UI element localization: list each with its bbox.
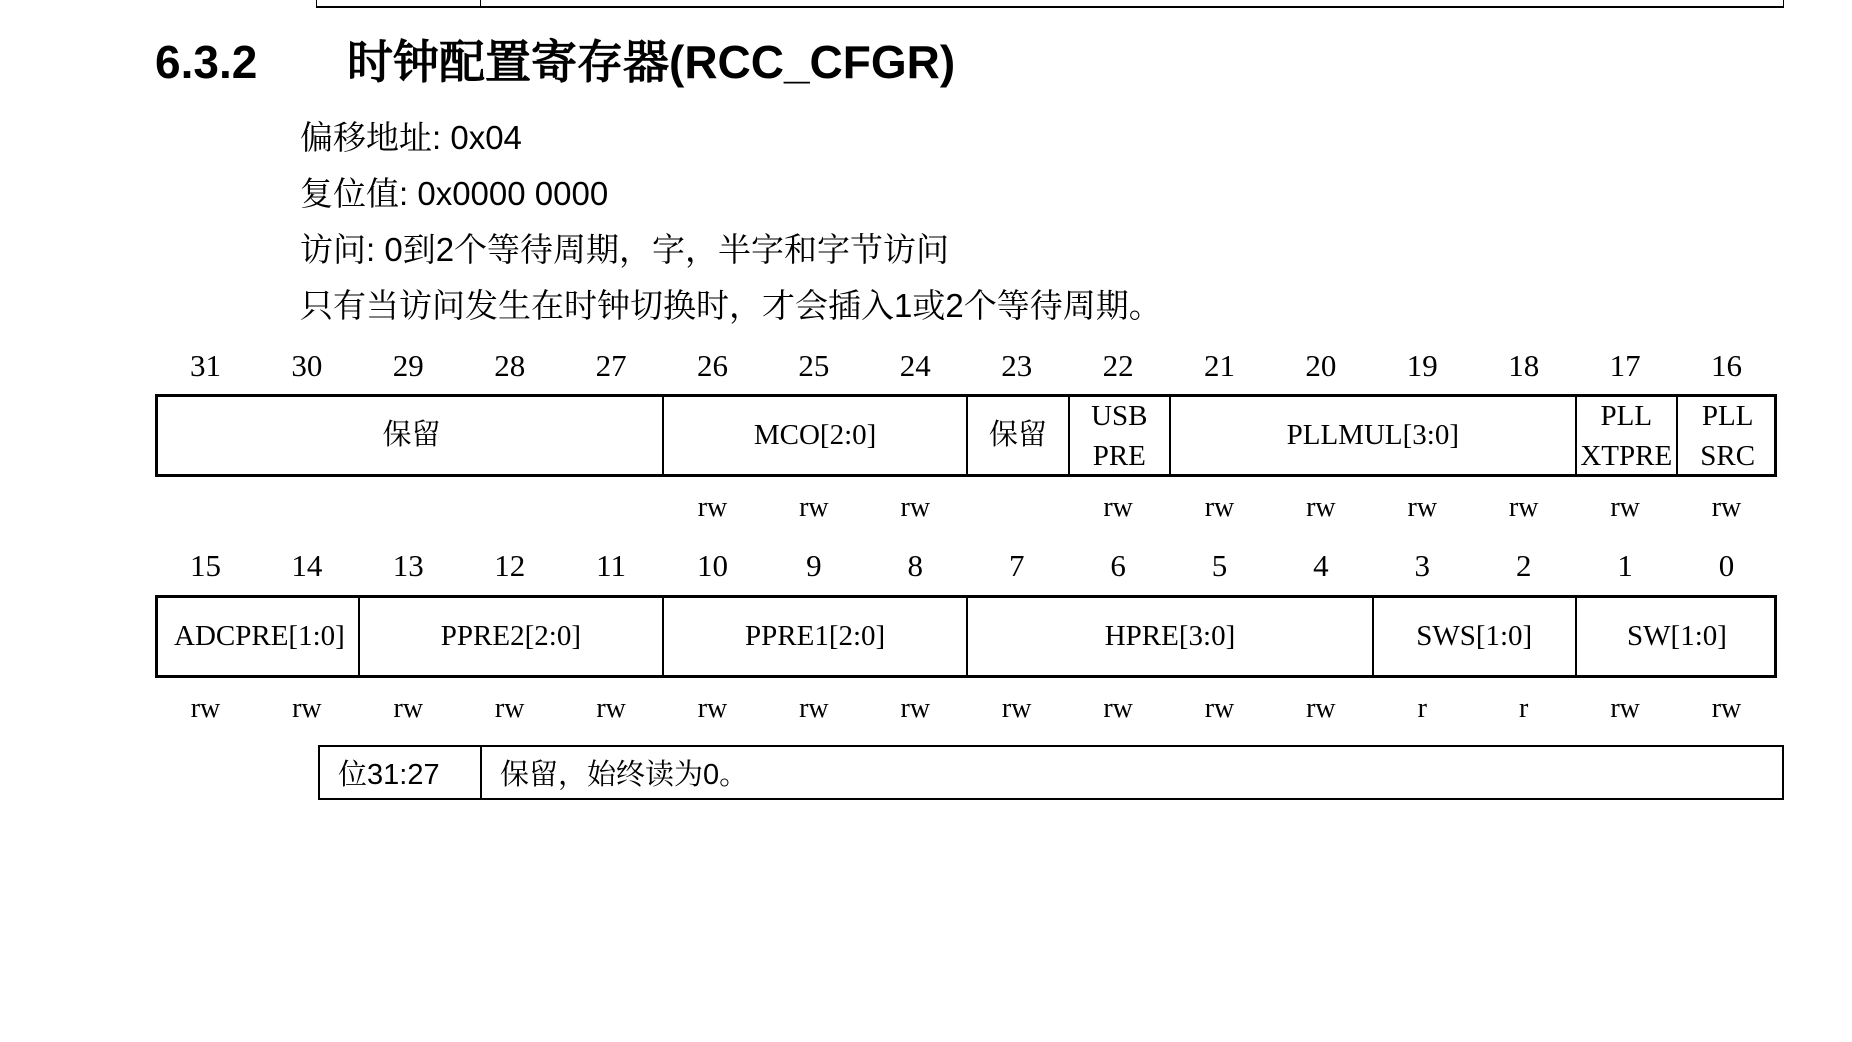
access-type: rw bbox=[799, 492, 829, 523]
access-type: rw bbox=[1306, 693, 1336, 724]
section-title: 时钟配置寄存器(RCC_CFGR) bbox=[347, 36, 956, 88]
access-type: rw bbox=[1204, 693, 1235, 724]
field-label: ADCPRE[1:0] bbox=[174, 620, 345, 653]
lower-register-row bbox=[155, 595, 1777, 678]
access-type: rw bbox=[393, 693, 424, 724]
access-type: rw bbox=[596, 693, 626, 724]
bit-number: 0 bbox=[1718, 548, 1735, 583]
access-type: rw bbox=[799, 693, 829, 724]
access-type: rw bbox=[1711, 693, 1742, 724]
bit-range-cell: 位31:27 bbox=[320, 747, 482, 798]
field-label: PPRE1[2:0] bbox=[745, 620, 886, 653]
field-label: HPRE[3:0] bbox=[1104, 620, 1236, 653]
bit-number: 22 bbox=[1102, 348, 1134, 383]
access-type: rw bbox=[1103, 693, 1133, 724]
access-type: rw bbox=[1204, 492, 1235, 523]
bit-number: 9 bbox=[806, 548, 822, 583]
bit-number: 20 bbox=[1305, 348, 1337, 383]
field-label: PPRE2[2:0] bbox=[440, 620, 581, 653]
bit-number: 10 bbox=[697, 548, 728, 583]
bit-number: 28 bbox=[494, 348, 526, 383]
bit-number: 6 bbox=[1110, 548, 1126, 583]
access-description: 访问: 0到2个等待周期，字，半字和字节访问 bbox=[300, 231, 950, 268]
access-type: rw bbox=[292, 693, 322, 724]
bit-number: 3 bbox=[1414, 548, 1431, 583]
bit-number: 30 bbox=[291, 348, 323, 383]
register-field bbox=[1575, 397, 1676, 474]
bit-number: 17 bbox=[1609, 348, 1641, 383]
access-type: rw bbox=[900, 492, 931, 523]
bit-number: 4 bbox=[1313, 548, 1329, 583]
bit-number: 19 bbox=[1406, 348, 1438, 383]
access-type: r bbox=[1417, 693, 1427, 724]
bit-number: 8 bbox=[907, 548, 924, 583]
register-field bbox=[966, 598, 1372, 675]
access-type: rw bbox=[190, 693, 221, 724]
access-type: rw bbox=[697, 492, 728, 523]
bit-number: 31 bbox=[190, 348, 221, 383]
field-label: MCO[2:0] bbox=[753, 419, 877, 452]
bit-number: 1 bbox=[1617, 548, 1633, 583]
field-label: SRC bbox=[1700, 439, 1756, 472]
bit-number: 14 bbox=[291, 548, 323, 583]
bit-number: 21 bbox=[1204, 348, 1235, 383]
register-field bbox=[662, 598, 966, 675]
field-label: SWS[1:0] bbox=[1416, 620, 1533, 653]
field-label: SW[1:0] bbox=[1627, 620, 1727, 653]
bit-number: 23 bbox=[1001, 348, 1033, 383]
bit-description-cell: 保留，始终读为0。 bbox=[500, 759, 749, 791]
access-type: rw bbox=[1508, 492, 1539, 523]
field-label: 保留 bbox=[382, 419, 441, 452]
bit-number: 29 bbox=[392, 348, 424, 383]
bit-number: 24 bbox=[899, 348, 931, 383]
access-type: rw bbox=[900, 693, 931, 724]
register-field bbox=[1068, 397, 1169, 474]
register-field bbox=[1575, 598, 1778, 675]
bit-number: 5 bbox=[1211, 548, 1228, 583]
bit-number: 27 bbox=[595, 348, 627, 383]
bit-number: 12 bbox=[494, 548, 526, 583]
register-field bbox=[158, 598, 361, 675]
wait-state-note: 只有当访问发生在时钟切换时，才会插入1或2个等待周期。 bbox=[300, 287, 1162, 324]
field-label: PLL bbox=[1600, 399, 1653, 432]
register-field bbox=[662, 397, 966, 474]
field-label: PLLMUL[3:0] bbox=[1286, 419, 1459, 452]
access-type: rw bbox=[1610, 693, 1640, 724]
upper-register-row bbox=[155, 394, 1777, 477]
bit-number: 16 bbox=[1711, 348, 1742, 383]
access-type: rw bbox=[1610, 492, 1640, 523]
bit-number: 18 bbox=[1508, 348, 1540, 383]
access-type: rw bbox=[494, 693, 525, 724]
register-field bbox=[158, 397, 665, 474]
bit-number: 2 bbox=[1515, 548, 1532, 583]
section-number: 6.3.2 bbox=[155, 36, 258, 88]
bit-number: 11 bbox=[596, 548, 627, 583]
previous-table-divider bbox=[480, 0, 481, 8]
bit-number: 26 bbox=[697, 348, 728, 383]
bit-description-table bbox=[318, 745, 1784, 800]
register-field bbox=[1372, 598, 1575, 675]
register-field bbox=[966, 397, 1067, 474]
field-label: PRE bbox=[1092, 439, 1146, 472]
access-type: rw bbox=[1711, 492, 1742, 523]
access-type: rw bbox=[1103, 492, 1133, 523]
access-type: rw bbox=[697, 693, 728, 724]
access-type: rw bbox=[1306, 492, 1336, 523]
reset-value: 复位值: 0x0000 0000 bbox=[300, 175, 609, 212]
bit-number: 15 bbox=[190, 548, 221, 583]
register-field bbox=[1676, 397, 1777, 474]
field-label: USB bbox=[1091, 399, 1148, 432]
field-label: XTPRE bbox=[1580, 439, 1673, 472]
field-label: PLL bbox=[1701, 399, 1754, 432]
access-type: rw bbox=[1001, 693, 1032, 724]
access-type: r bbox=[1519, 693, 1529, 724]
bit-number: 25 bbox=[798, 348, 830, 383]
offset-address: 偏移地址: 0x04 bbox=[300, 119, 522, 156]
access-type: rw bbox=[1407, 492, 1438, 523]
previous-table-bottom bbox=[316, 0, 1784, 8]
bit-number: 13 bbox=[392, 548, 424, 583]
register-field bbox=[358, 598, 662, 675]
bit-number: 7 bbox=[1008, 548, 1025, 583]
field-label: 保留 bbox=[988, 419, 1047, 452]
register-field bbox=[1169, 397, 1575, 474]
